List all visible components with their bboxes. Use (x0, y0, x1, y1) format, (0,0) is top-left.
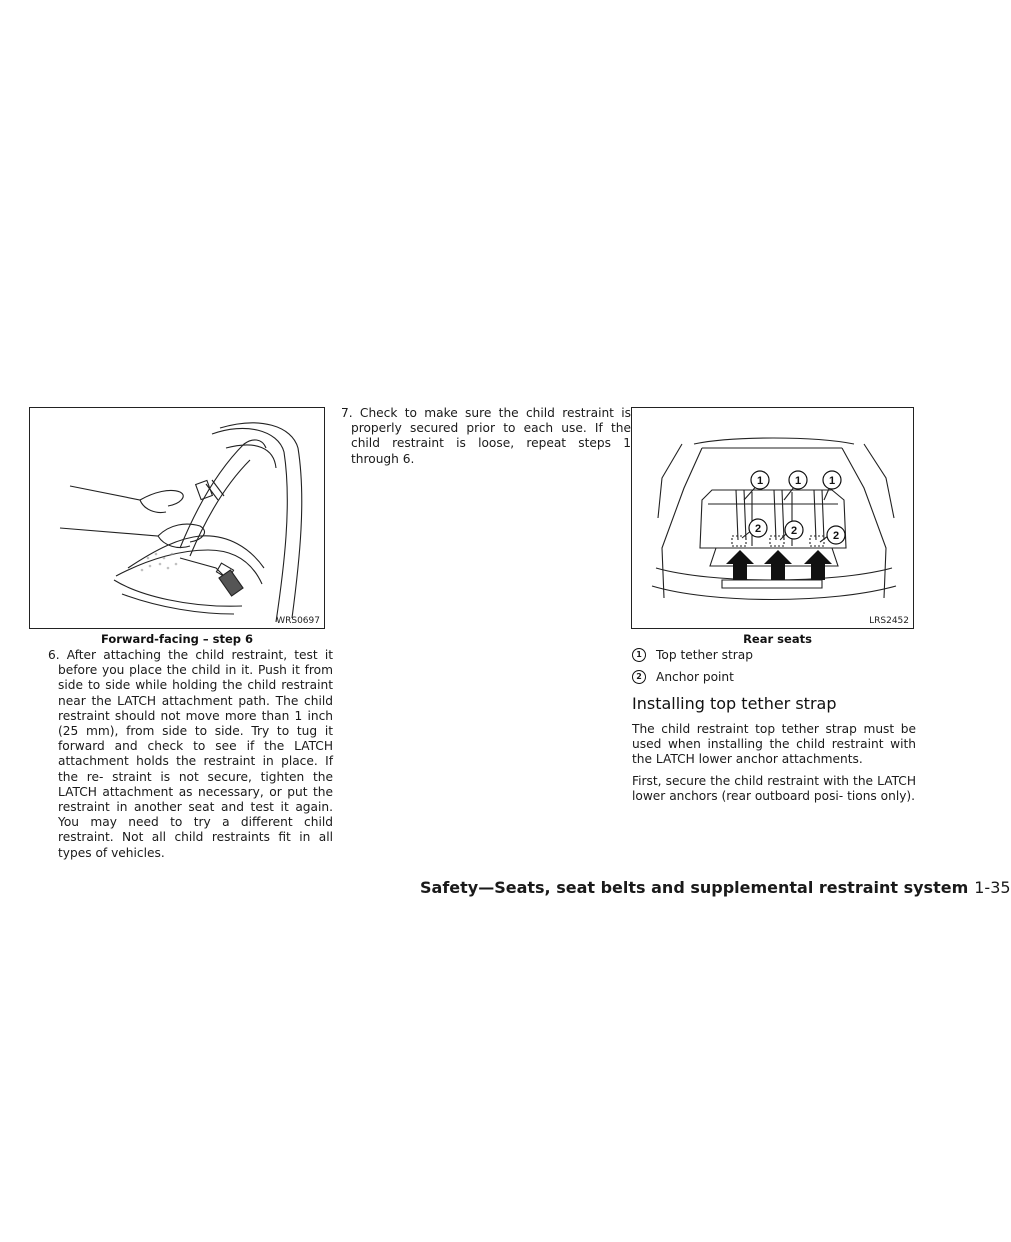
illustration-child-seat (30, 408, 326, 630)
legend-number: 1 (632, 648, 646, 662)
callout-1a: 1 (756, 475, 764, 487)
footer-section-title: Safety—Seats, seat belts and supplemental restraint system (420, 878, 969, 897)
figure-rear-seats (631, 407, 914, 629)
body-paragraph: First, secure the child restraint with the LATCH lower anchors (rear outboard posi- tions only). (632, 774, 916, 804)
legend-item (632, 670, 734, 684)
page-number: 1-35 (974, 878, 1011, 897)
callout-2b: 2 (790, 525, 798, 537)
figure-caption: Forward-facing – step 6 (100, 632, 254, 646)
legend-number: 2 (632, 670, 646, 684)
figure-caption: Rear seats (743, 632, 812, 646)
illustration-rear-seats (632, 408, 915, 630)
callout-2c: 2 (832, 530, 840, 542)
step-6-text: 6. After attaching the child restraint, test it before you place the child in it. Push it from side to side while holding the child restraint near the LATCH attachment path. The child restraint should not move more than 1 inch (25 mm), from side to side. Try to tug it forward and check to see if the LATCH attachment holds the restraint in place. If the re- straint is not secure, tighten the LATCH attachment as necessary, or put the restraint in another seat and test it again. You may need to try a different child restraint. Not all child restraints fit in all types of vehicles. (48, 648, 333, 860)
callout-2a: 2 (754, 523, 762, 535)
figure-forward-facing (29, 407, 325, 629)
section-heading: Installing top tether strap (632, 694, 837, 713)
figure-code: LRS2452 (869, 616, 909, 626)
callout-1b: 1 (794, 475, 802, 487)
page-footer (420, 878, 1011, 897)
legend-item (632, 648, 753, 662)
step-7-text: 7. Check to make sure the child restraint is properly secured prior to each use. If the child restraint is loose, repeat steps 1 through 6. (341, 406, 631, 466)
callout-1c: 1 (828, 475, 836, 487)
legend-label: Anchor point (656, 670, 734, 684)
figure-code: WRS0697 (276, 616, 320, 626)
legend-label: Top tether strap (656, 648, 753, 662)
body-paragraph: The child restraint top tether strap must be used when installing the child restraint with the LATCH lower anchor attachments. (632, 722, 916, 767)
